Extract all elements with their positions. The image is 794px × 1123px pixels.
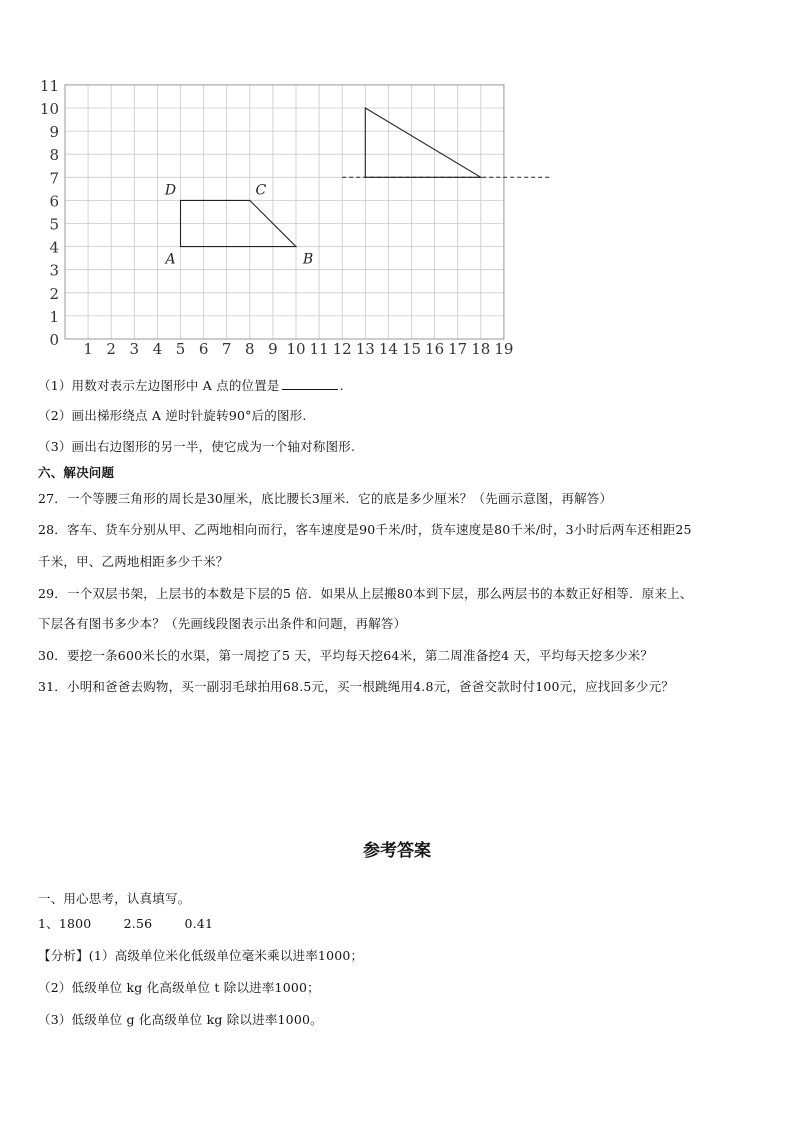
x-tick-label: 17 <box>448 340 468 358</box>
question-1-text: （1）用数对表示左边图形中 A 点的位置是 <box>38 378 280 393</box>
y-tick-label: 8 <box>49 146 59 165</box>
grid-border <box>65 85 504 339</box>
x-tick-label: 18 <box>471 340 491 358</box>
x-tick-label: 11 <box>309 340 329 358</box>
y-tick-label: 6 <box>49 192 59 211</box>
question-2: （2）画出梯形绕点 A 逆时针旋转90°后的图形. <box>38 408 307 423</box>
x-tick-label: 2 <box>106 340 116 358</box>
question-3: （3）画出右边图形的另一半，使它成为一个轴对称图形. <box>38 439 356 454</box>
x-tick-label: 5 <box>175 340 186 358</box>
question-29-line1: 29．一个双层书架，上层书的本数是下层的5 倍．如果从上层搬80本到下层，那么两层书的本数正好相等．原来上、 <box>38 586 693 601</box>
x-tick-label: 3 <box>129 340 140 358</box>
y-tick-label: 2 <box>49 284 59 303</box>
answer-key-title: 参考答案 <box>363 841 431 861</box>
question-28-line2: 千米，甲、乙两地相距多少千米？ <box>38 554 229 569</box>
question-1-end: . <box>339 378 344 393</box>
x-tick-label: 12 <box>332 340 352 358</box>
x-tick-label: 6 <box>198 340 209 358</box>
x-tick-label: 8 <box>245 340 255 358</box>
right-triangle <box>365 108 481 177</box>
y-tick-label: 11 <box>39 76 59 95</box>
x-tick-label: 14 <box>378 340 398 358</box>
y-tick-label: 9 <box>49 123 59 142</box>
question-28-line1: 28．客车、货车分别从甲、乙两地相向而行，客车速度是90千米/时，货车速度是80千米/时，3小时后两车还相距25 <box>38 522 692 537</box>
x-tick-label: 4 <box>152 340 163 358</box>
answer-section-1: 一、用心思考，认真填写。 <box>38 891 191 906</box>
y-tick-label: 10 <box>39 100 59 118</box>
question-31: 31．小明和爸爸去购物，买一副羽毛球拍用68.5元，买一根跳绳用4.8元，爸爸交款时付100元，应找回多少元？ <box>38 679 674 694</box>
point-label-c: C <box>255 182 267 199</box>
answer-1 <box>38 914 213 932</box>
y-tick-label: 3 <box>49 261 59 280</box>
answer-1-value-c: 0.41 <box>184 916 214 931</box>
question-27: 27．一个等腰三角形的周长是30厘米，底比腰长3厘米．它的底是多少厘米？（先画示意图，再解答） <box>38 491 613 506</box>
question-29-line2: 下层各有图书多少本？（先画线段图表示出条件和问题，再解答） <box>38 616 407 631</box>
grid-figure <box>0 0 794 370</box>
analysis-line-1: 【分析】(1）高级单位米化低级单位毫米乘以进率1000； <box>38 948 364 963</box>
x-tick-label: 10 <box>286 340 306 358</box>
y-tick-label: 1 <box>49 307 59 326</box>
y-tick-label: 5 <box>49 215 59 234</box>
section-6-heading: 六、解决问题 <box>38 465 115 480</box>
x-tick-label: 16 <box>425 340 445 358</box>
answer-blank[interactable] <box>282 377 338 390</box>
answer-1-value-a: 1、1800 <box>38 916 92 931</box>
x-tick-label: 7 <box>221 340 232 358</box>
x-tick-label: 13 <box>355 340 375 358</box>
question-1 <box>38 376 344 394</box>
x-tick-label: 9 <box>268 340 278 358</box>
x-tick-label: 19 <box>494 340 514 358</box>
y-tick-label: 7 <box>49 169 59 188</box>
point-label-b: B <box>302 251 314 268</box>
point-label-a: A <box>165 251 176 268</box>
x-tick-label: 1 <box>83 340 93 358</box>
y-tick-label: 0 <box>49 331 59 349</box>
answer-1-value-b: 2.56 <box>123 916 153 931</box>
y-tick-label: 4 <box>49 238 59 257</box>
analysis-line-2: （2）低级单位 kg 化高级单位 t 除以进率1000； <box>38 980 320 995</box>
point-label-d: D <box>164 182 177 199</box>
x-tick-label: 15 <box>401 340 422 358</box>
analysis-line-3: （3）低级单位 g 化高级单位 kg 除以进率1000。 <box>38 1012 323 1027</box>
coordinate-grid <box>0 0 794 370</box>
question-30: 30．要挖一条600米长的水渠，第一周挖了5 天，平均每天挖64米，第二周准备挖4 天，平均每天挖多少米？ <box>38 648 654 663</box>
